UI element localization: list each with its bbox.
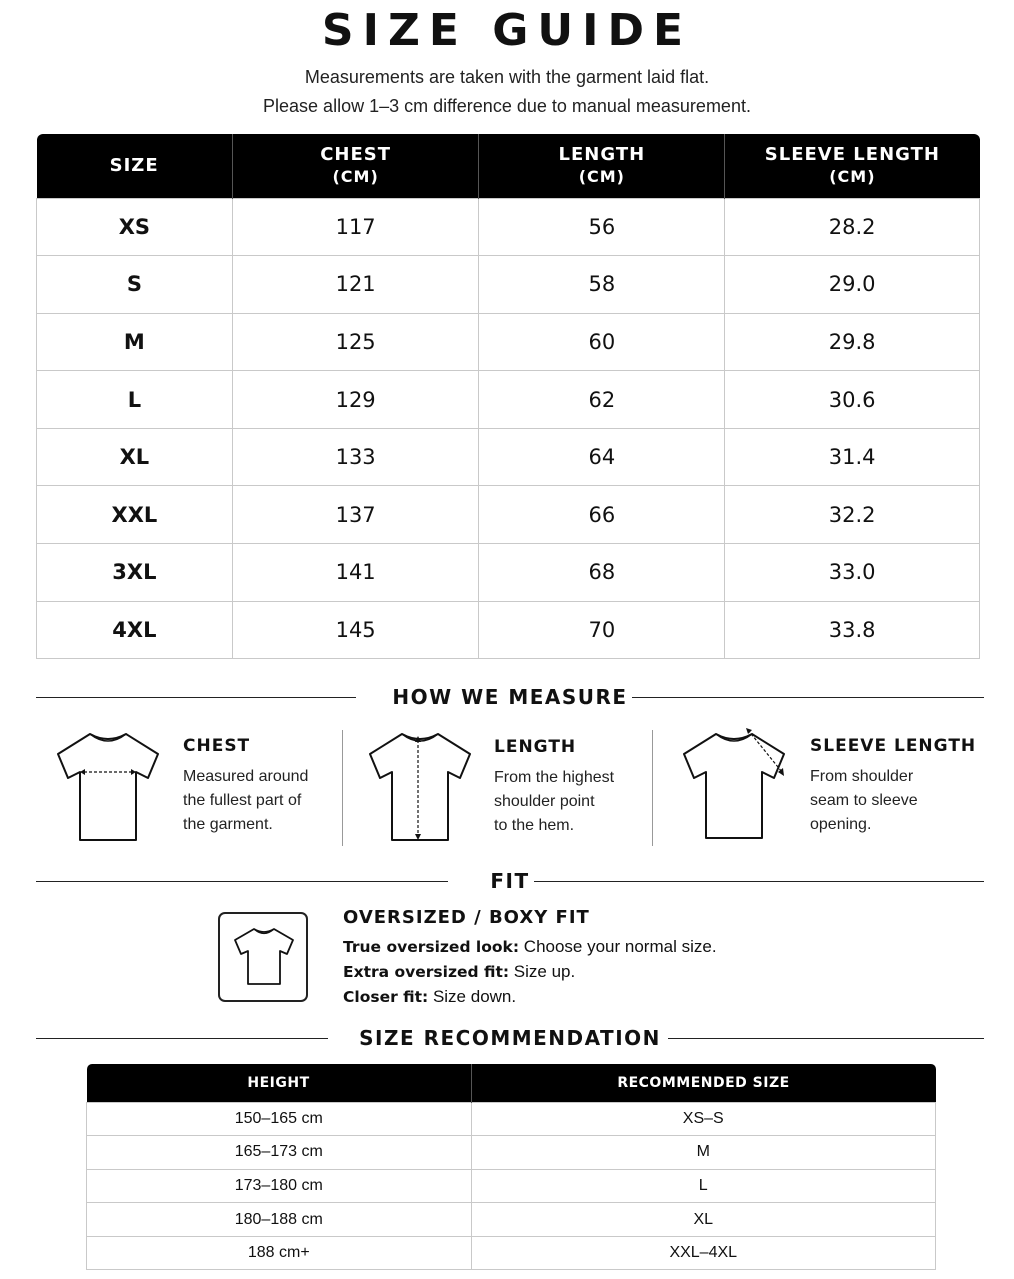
divider-line [668, 1038, 984, 1039]
chest-cell: 129 [232, 371, 479, 429]
sleeve-cell: 28.2 [725, 198, 980, 256]
table-row [37, 601, 980, 659]
fit-line-bold: True oversized look: [343, 938, 520, 956]
measure-length-title: LENGTH [494, 737, 577, 757]
recommended-size-cell: M [471, 1136, 936, 1170]
table-row [37, 198, 980, 256]
table-row [37, 428, 980, 486]
chest-cell: 125 [232, 313, 479, 371]
fit-line [343, 936, 717, 958]
chest-cell: 137 [232, 486, 479, 544]
chest-cell: 133 [232, 428, 479, 486]
length-cell: 66 [479, 486, 725, 544]
sleeve-cell: 32.2 [725, 486, 980, 544]
desc-line: to the hem. [494, 817, 575, 834]
size-recommendation-heading: SIZE RECOMMENDATION [359, 1026, 661, 1050]
table-row [87, 1102, 936, 1136]
tshirt-length-icon [364, 730, 476, 844]
length-cell: 60 [479, 313, 725, 371]
fit-title: OVERSIZED / BOXY FIT [343, 907, 590, 928]
sleeve-cell: 29.8 [725, 313, 980, 371]
length-cell: 56 [479, 198, 725, 256]
fit-line [343, 986, 516, 1008]
measure-length-desc [494, 766, 614, 838]
vertical-divider [652, 730, 653, 846]
recommended-size-cell: XXL–4XL [471, 1236, 936, 1270]
header-size [37, 134, 233, 198]
header-height: HEIGHT [87, 1064, 472, 1102]
header-recommended-size: RECOMMENDED SIZE [471, 1064, 936, 1102]
sleeve-cell: 33.8 [725, 601, 980, 659]
length-cell: 64 [479, 428, 725, 486]
measure-sleeve-desc [810, 765, 918, 837]
length-cell: 62 [479, 371, 725, 429]
subtitle-line-1: Measurements are taken with the garment laid flat. [304, 67, 710, 87]
page-title: SIZE GUIDE [321, 5, 693, 56]
size-cell: 3XL [37, 544, 233, 602]
fit-line-bold: Closer fit: [343, 988, 429, 1006]
fit-line-text: Choose your normal size. [519, 937, 717, 956]
table-row [37, 544, 980, 602]
header-chest [232, 134, 479, 198]
size-cell: L [37, 371, 233, 429]
sleeve-cell: 33.0 [725, 544, 980, 602]
table-row [37, 371, 980, 429]
chest-cell: 141 [232, 544, 479, 602]
desc-line: Measured around [183, 768, 309, 785]
fit-heading: FIT [490, 869, 530, 893]
size-cell: M [37, 313, 233, 371]
desc-line: the fullest part of [183, 792, 302, 809]
tshirt-icon [231, 926, 297, 988]
sleeve-cell: 31.4 [725, 428, 980, 486]
divider-line [534, 881, 984, 882]
table-row [87, 1136, 936, 1170]
table-row [87, 1236, 936, 1270]
header-chest-label: CHEST [320, 143, 392, 165]
size-cell: XS [37, 198, 233, 256]
size-cell: 4XL [37, 601, 233, 659]
height-cell: 165–173 cm [87, 1136, 472, 1170]
divider-line [632, 697, 984, 698]
height-cell: 150–165 cm [87, 1102, 472, 1136]
fit-line-text: Size down. [428, 987, 517, 1006]
desc-line: the garment. [183, 816, 273, 833]
header-sleeve-unit: (CM) [829, 166, 876, 186]
vertical-divider [342, 730, 343, 846]
fit-header [36, 869, 984, 893]
height-cell: 188 cm+ [87, 1236, 472, 1270]
table-row [37, 313, 980, 371]
length-cell: 68 [479, 544, 725, 602]
table-row [37, 486, 980, 544]
size-table-header [37, 134, 980, 198]
table-row [37, 256, 980, 314]
header-size-label: SIZE [109, 154, 159, 176]
rec-table-header [87, 1064, 936, 1102]
recommended-size-cell: XL [471, 1203, 936, 1237]
header-length-label: LENGTH [558, 143, 646, 165]
size-recommendation-table [86, 1064, 936, 1270]
header-length-unit: (CM) [578, 166, 625, 186]
tshirt-sleeve-icon [676, 726, 792, 842]
recommended-size-cell: L [471, 1169, 936, 1203]
fit-line [343, 961, 575, 983]
fit-line-bold: Extra oversized fit: [343, 963, 510, 981]
chest-cell: 145 [232, 601, 479, 659]
header-sleeve-length [725, 134, 980, 198]
chest-cell: 117 [232, 198, 479, 256]
desc-line: shoulder point [494, 793, 595, 810]
sleeve-cell: 30.6 [725, 371, 980, 429]
height-cell: 173–180 cm [87, 1169, 472, 1203]
measure-chest-desc [183, 765, 308, 837]
chest-cell: 121 [232, 256, 479, 314]
header-sleeve-label: SLEEVE LENGTH [764, 143, 940, 165]
desc-line: From shoulder [810, 768, 914, 785]
length-cell: 70 [479, 601, 725, 659]
desc-line: opening. [810, 816, 872, 833]
size-cell: XL [37, 428, 233, 486]
size-cell: S [37, 256, 233, 314]
tshirt-chest-icon [52, 730, 164, 844]
table-row [87, 1203, 936, 1237]
desc-line: From the highest [494, 769, 615, 786]
measure-chest-title: CHEST [183, 736, 251, 756]
measure-sleeve-title: SLEEVE LENGTH [810, 736, 977, 756]
recommended-size-cell: XS–S [471, 1102, 936, 1136]
height-cell: 180–188 cm [87, 1203, 472, 1237]
sleeve-cell: 29.0 [725, 256, 980, 314]
subtitle-line-2: Please allow 1–3 cm difference due to manual measurement. [263, 96, 751, 116]
header-length [479, 134, 725, 198]
size-table [36, 134, 980, 659]
size-cell: XXL [37, 486, 233, 544]
header-chest-unit: (CM) [332, 166, 379, 186]
table-row [87, 1169, 936, 1203]
desc-line: seam to sleeve [810, 792, 918, 809]
length-cell: 58 [479, 256, 725, 314]
size-recommendation-header [36, 1026, 984, 1050]
fit-icon-box [218, 912, 308, 1002]
how-we-measure-header [36, 685, 984, 709]
fit-line-text: Size up. [509, 962, 576, 981]
how-we-measure-heading: HOW WE MEASURE [392, 685, 628, 709]
